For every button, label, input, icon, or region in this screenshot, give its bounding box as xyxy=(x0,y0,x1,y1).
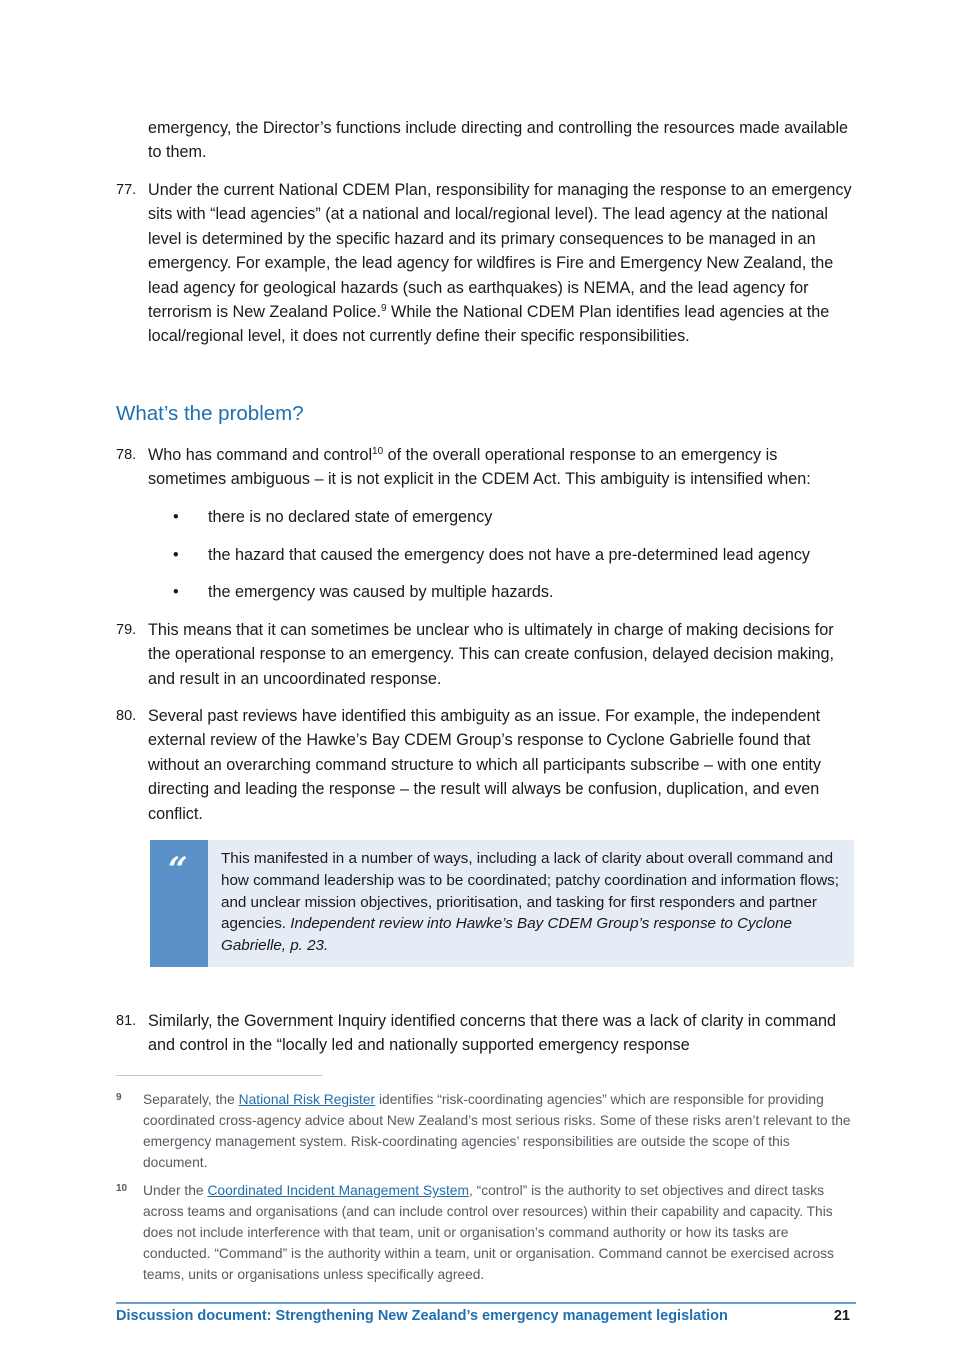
bullet-list xyxy=(170,505,810,618)
paragraph-number: 80. xyxy=(116,708,137,724)
quote-bar xyxy=(150,840,208,967)
footnote-text-part: identifies “risk-coordinating agencies” which are responsible for providing coordinated cross-agency advice about New Zealand’s most serious risks. Some of these risks aren’t relevant to the emergency management system. Risk-coordinating agencies’ responsibilities are outside the scope of this document. xyxy=(143,1092,851,1170)
list-item xyxy=(170,543,810,581)
national-risk-register-link[interactable]: National Risk Register xyxy=(238,1092,376,1107)
paragraph-text-part: of the overall operational response to an emergency is sometimes ambiguous – it is not explicit in the CDEM Act. This ambiguity is intensified when: xyxy=(148,446,811,489)
paragraph-text xyxy=(148,178,856,349)
bullet-icon: • xyxy=(173,545,179,564)
footnote-number: 10 xyxy=(116,1183,128,1194)
footer-title: Discussion document: Strengthening New Zealand’s emergency management legislation xyxy=(116,1308,728,1324)
list-item-text: the hazard that caused the emergency does not have a pre-determined lead agency xyxy=(208,545,811,564)
paragraph-number: 79. xyxy=(116,622,137,638)
paragraph-number: 81. xyxy=(116,1013,137,1029)
pull-quote xyxy=(150,840,854,967)
paragraph-77 xyxy=(116,178,856,349)
list-item xyxy=(170,505,810,543)
footnote-9 xyxy=(116,1090,856,1174)
paragraph-80 xyxy=(116,704,856,826)
paragraph-text-part: Under the current National CDEM Plan, responsibility for managing the response to an emergency sits with “lead agencies” (at a national and local/regional level). The lead agency at the national level is determined by the specific hazard and its primary consequences to be managed in an emergency. For example, the lead agency for wildfires is Fire and Emergency New Zealand, the lead agency for geological hazards (such as earthquakes) is NEMA, and the lead agency for terrorism is New Zealand Police. xyxy=(148,181,852,322)
quote-mark-icon: “ xyxy=(168,850,188,890)
footnote-text xyxy=(143,1090,856,1174)
footnote-text-part: , “control” is the authority to set objectives and direct tasks across teams and organisations (and can include control over resources) within their capability and capacity. This does not include interference with that team, unit or organisation’s command authority or how its tasks are conducted. “Command” is the authority within a team, unit or organisation. Command cannot be exercised across teams, units or organisations unless specifically agreed. xyxy=(143,1183,834,1282)
footnote-text xyxy=(143,1181,856,1286)
paragraph-text xyxy=(148,443,856,492)
paragraph-text: Several past reviews have identified this ambiguity as an issue. For example, the independent external review of the Hawke’s Bay CDEM Group’s response to Cyclone Gabrielle found that without an overarching command structure to which all participants subscribe – with one entity directing and leading the response – the result will always be confusion, duplication, and even conflict. xyxy=(148,707,822,823)
paragraph-text-part: Who has command and control xyxy=(148,446,373,464)
list-item-text: there is no declared state of emergency xyxy=(208,508,493,526)
list-item xyxy=(170,580,810,618)
paragraph-text-part: While the National CDEM Plan identifies lead agencies at the local/regional level, it does not currently define their specific responsibilities. xyxy=(148,303,830,346)
footnote-ref-9: 9 xyxy=(381,303,387,315)
bullet-icon: • xyxy=(173,583,179,601)
cims-link[interactable]: Coordinated Incident Management System xyxy=(207,1183,469,1198)
footnote-text-part: Separately, the xyxy=(143,1092,239,1107)
paragraph-number: 78. xyxy=(116,447,137,463)
section-heading: What’s the problem? xyxy=(116,402,304,425)
paragraph-81 xyxy=(116,1009,856,1058)
quote-text xyxy=(221,848,841,957)
quote-source: Independent review into Hawke’s Bay CDEM Group’s response to Cyclone Gabrielle, p. 23. xyxy=(221,915,792,955)
bullet-icon: • xyxy=(173,508,179,526)
quote-body: This manifested in a number of ways, including a lack of clarity about overall command and how command leadership was to be coordinated; patchy coordination and information flows; and unclear mission objectives, prioritisation, and tasking for first responders and partner agencies. xyxy=(221,850,839,933)
footnote-10 xyxy=(116,1181,856,1286)
footnote-divider xyxy=(116,1075,322,1076)
paragraph-number: 77. xyxy=(116,182,137,198)
paragraph-78 xyxy=(116,443,856,492)
paragraph-text: Similarly, the Government Inquiry identified concerns that there was a lack of clarity in command and control in the “locally led and nationally supported emergency response xyxy=(148,1012,836,1055)
continuation-text: emergency, the Director’s functions include directing and controlling the resources made available to them. xyxy=(148,119,849,162)
footnote-text-part: Under the xyxy=(143,1183,208,1198)
page-number: 21 xyxy=(833,1308,850,1324)
footnote-ref-10: 10 xyxy=(372,446,384,457)
list-item-text: the emergency was caused by multiple hazards. xyxy=(208,583,554,601)
paragraph-text: This means that it can sometimes be unclear who is ultimately in charge of making decisions for the operational response to an emergency. This can create confusion, delayed decision making, and result in an uncoordinated response. xyxy=(148,621,834,688)
footnote-number: 9 xyxy=(116,1092,122,1103)
footer-divider xyxy=(116,1302,856,1304)
paragraph-79 xyxy=(116,618,856,691)
